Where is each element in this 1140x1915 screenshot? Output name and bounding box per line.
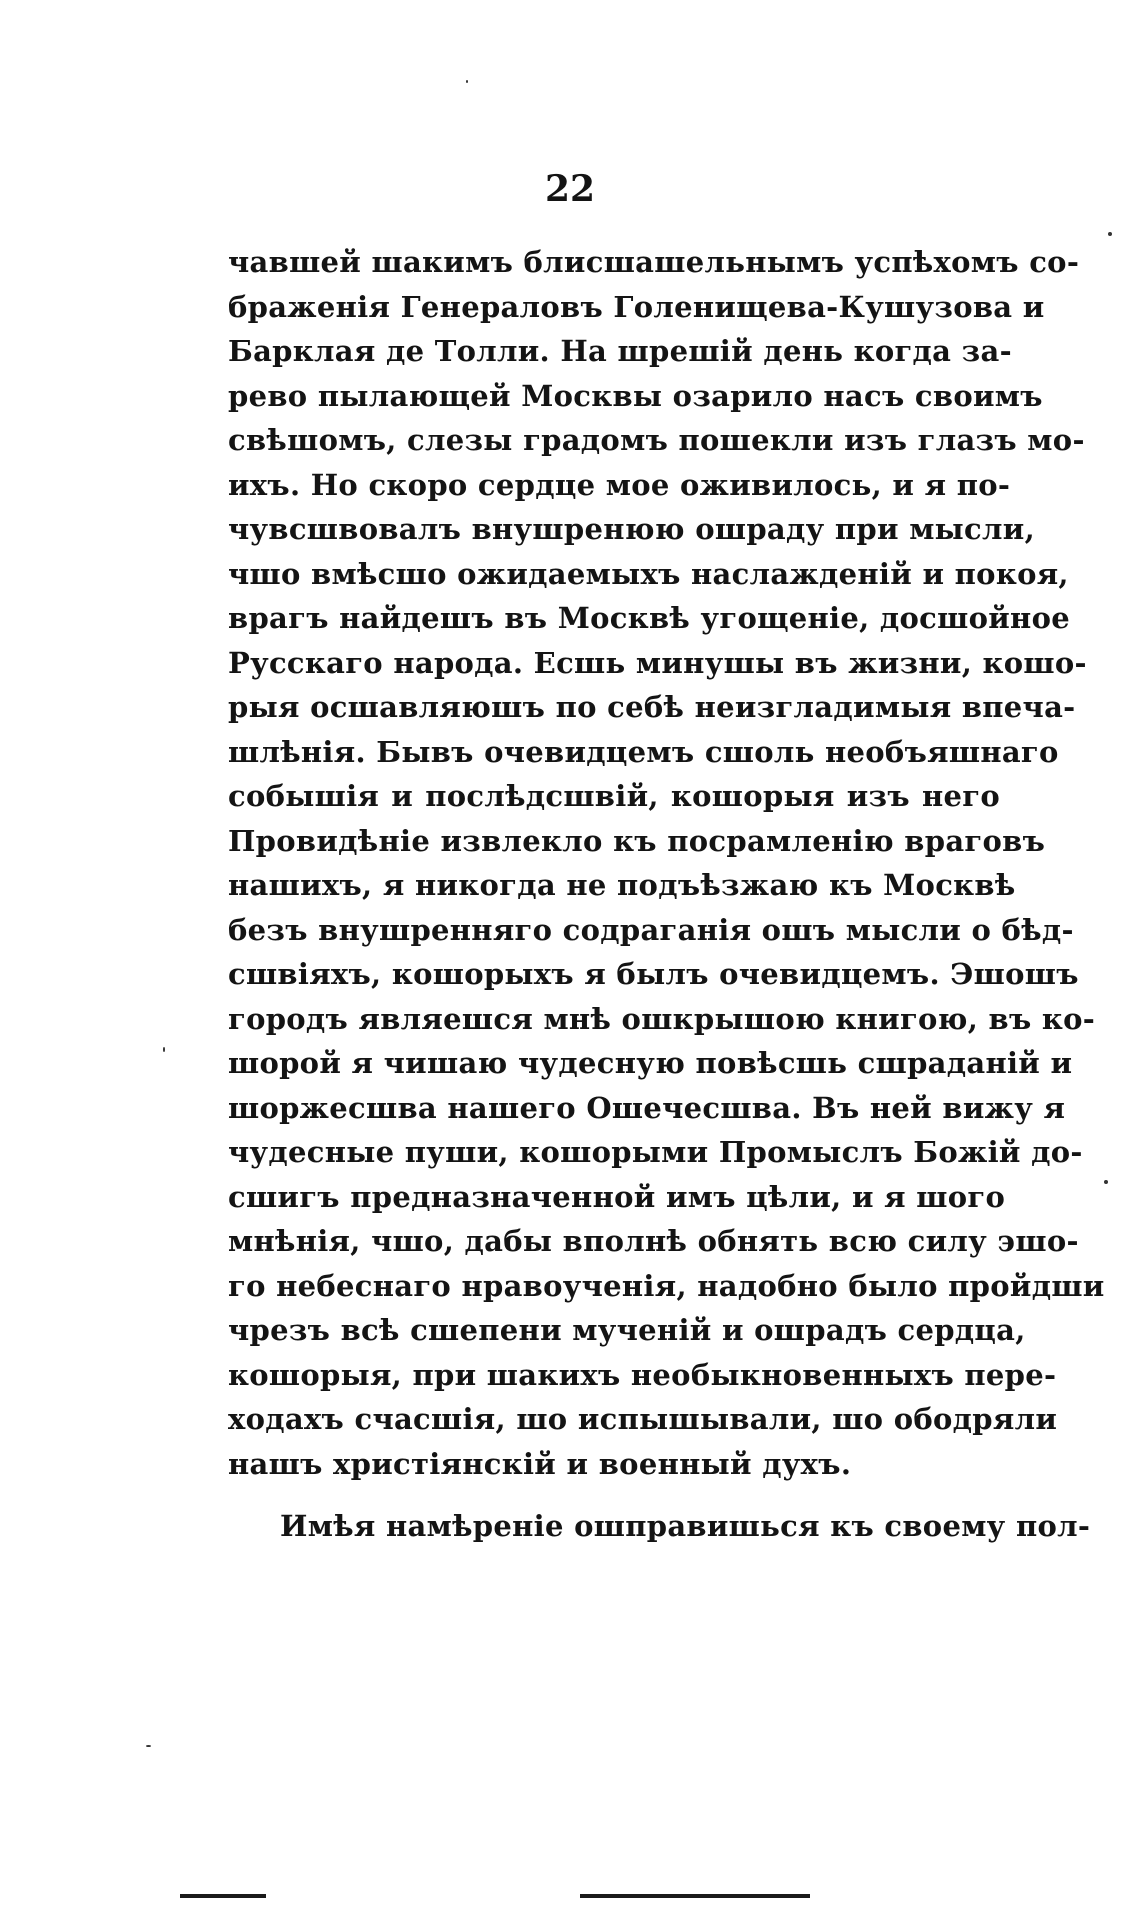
text-line: городъ являешся мнѣ ошкрышою книгою, въ ко-: [228, 1001, 1096, 1036]
text-line: нашихъ, я никогда не подъѣзжаю къ Москвѣ: [228, 868, 1016, 902]
text-line: го небеснаго нравоученія, надобно было пройдши: [228, 1268, 1105, 1303]
text-line: шорой я чишаю чудесную повѣсшь сшраданій и: [228, 1046, 1073, 1080]
text-line: нашъ христіянскій и военный духъ.: [228, 1446, 852, 1481]
text-line: рыя осшавляюшъ по себѣ неизгладимыя впеча-: [228, 690, 1076, 724]
paragraph-2: [228, 1504, 1091, 1549]
text-line: чшо вмѣсшо ожидаемыхъ наслажденій и покоя,: [228, 556, 1069, 591]
paragraph-gap: [228, 1486, 1000, 1504]
text-line: чувсшвовалъ внушренюю ошраду при мысли,: [228, 512, 1035, 546]
text-line: Барклая де Толли. На шрешій день когда за-: [228, 334, 1012, 368]
text-line: сшвіяхъ, кошорыхъ я былъ очевидцемъ. Эшошъ: [228, 957, 1079, 991]
scan-speck: [1108, 232, 1112, 236]
text-line: собышія и послѣдсшвій, кошорыя изъ него: [228, 779, 1000, 813]
page-number: 22: [544, 168, 596, 210]
text-line: ходахъ счасшія, шо испышывали, шо ободряли: [228, 1402, 1058, 1436]
text-line: Провидѣніе извлекло къ посрамленію враговъ: [228, 823, 1046, 858]
text-line: врагъ найдешъ въ Москвѣ угощеніе, досшойное: [228, 601, 1070, 635]
text-line: чудесные пуши, кошорыми Промыслъ Божій до-: [228, 1135, 1083, 1169]
text-line: кошорыя, при шакихъ необыкновенныхъ пере-: [228, 1357, 1057, 1392]
text-line: сшигъ предназначенной имъ цѣли, и я шого: [228, 1179, 1006, 1214]
paragraph-1: [228, 240, 1105, 1486]
scan-speck: [163, 1047, 165, 1052]
text-line: безъ внушренняго содраганія ошъ мысли о бѣд-: [228, 912, 1074, 947]
text-line: чавшей шакимъ блисшашельнымъ успѣхомъ со-: [228, 245, 1080, 279]
text-line: шоржесшва нашего Ошечесшва. Въ ней вижу я: [228, 1090, 1066, 1125]
text-line: свѣшомъ, слезы градомъ пошекли изъ глазъ мо-: [228, 423, 1085, 457]
text-line: мнѣнія, чшо, дабы вполнѣ обнять всю силу эшо-: [228, 1224, 1079, 1258]
body-text: [228, 240, 1105, 1549]
text-line: ихъ. Но скоро сердце мое оживилось, и я по-: [228, 467, 1011, 502]
text-line: Имѣя намѣреніе ошправишься къ своему пол-: [280, 1509, 1091, 1543]
text-line: рево пылающей Москвы озарило насъ своимъ: [228, 378, 1043, 413]
bottom-rule-right: [580, 1894, 810, 1898]
text-line: шлѣнія. Бывъ очевидцемъ сшоль необъяшнаго: [228, 734, 1059, 769]
scan-speck: [1104, 1180, 1108, 1184]
scan-speck: [466, 80, 468, 83]
bottom-rule-left: [180, 1894, 266, 1898]
scan-speck: [146, 1745, 151, 1747]
text-line: чрезъ всѣ сшепени мученій и ошрадъ сердца,: [228, 1313, 1026, 1347]
text-line: Русскаго народа. Есшь минушы въ жизни, кошо-: [228, 645, 1087, 680]
text-line: браженія Генераловъ Голенищева-Кушузова и: [228, 289, 1045, 324]
